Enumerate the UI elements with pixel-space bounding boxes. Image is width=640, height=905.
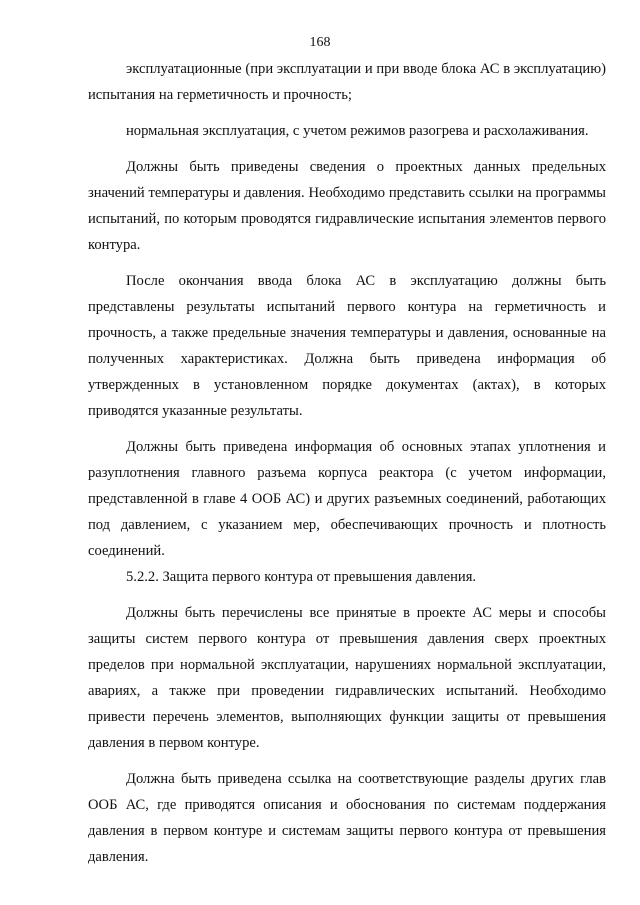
paragraph-2: нормальная эксплуатация, с учетом режимов разогрева и расхолаживания. (126, 123, 589, 139)
paragraph-5: Должны быть приведена информация об основных этапах уплотнения и разуплотнения главного разъема корпуса реактора (с учетом информации, представленной в главе 4 ООБ АС) и других разъемных соединений, работающих под давлением, с указанием мер, обеспечивающих прочность и плотность соединений. (88, 439, 606, 559)
paragraph-4: После окончания ввода блока АС в эксплуатацию должны быть представлены результаты испытаний первого контура на герметичность и прочность, а также предельные значения температуры и давления, основанные на полученных характеристиках. Должна быть приведена информация об утвержденных в установленном порядке документах (актах), в которых приводятся указанные результаты. (88, 273, 606, 419)
document-body (88, 56, 606, 870)
page-number: 168 (309, 35, 331, 50)
paragraph-1: эксплуатационные (при эксплуатации и при вводе блока АС в эксплуатацию) испытания на герметичность и прочность; (88, 61, 606, 103)
paragraph-7: Должна быть приведена ссылка на соответствующие разделы других глав ООБ АС, где приводятся описания и обоснования по системам поддержания давления в первом контуре и системам защиты первого контура от превышения давления. (88, 771, 606, 865)
section-heading: 5.2.2. Защита первого контура от превышения давления. (126, 569, 477, 585)
paragraph-3: Должны быть приведены сведения о проектных данных предельных значений температуры и давления. Необходимо представить ссылки на программы испытаний, по которым проводятся гидравлические испытания элементов первого контура. (88, 159, 606, 253)
paragraph-6: Должны быть перечислены все принятые в проекте АС меры и способы защиты систем первого контура от превышения давления сверх проектных пределов при нормальной эксплуатации, нарушениях нормальной эксплуатации, авариях, а также при проведении гидравлических испытаний. Необходимо привести перечень элементов, выполняющих функции защиты от превышения давления в первом контуре. (88, 605, 606, 751)
